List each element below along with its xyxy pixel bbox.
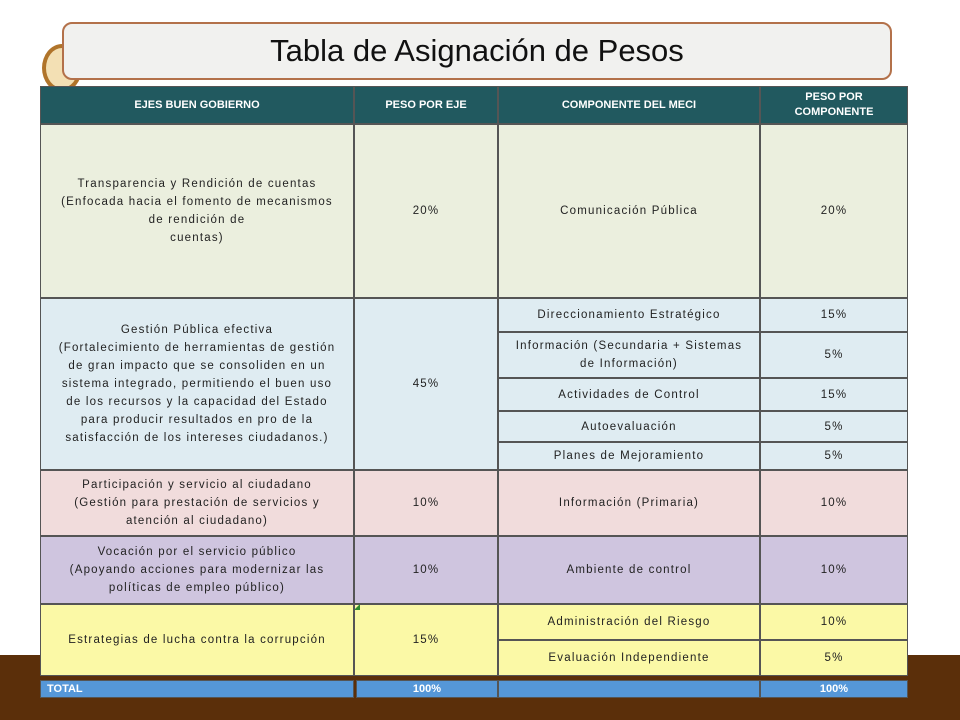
peso-actividades-control: 15% [760,378,908,411]
header-peso-eje: PESO POR EJE [354,86,498,124]
peso-administracion-riesgo: 10% [760,604,908,640]
componente-planes-mejoramiento: Planes de Mejoramiento [498,442,760,470]
peso-evaluacion-independiente: 5% [760,640,908,676]
componente-direccionamiento: Direccionamiento Estratégico [498,298,760,332]
header-componente: COMPONENTE DEL MECI [498,86,760,124]
header-ejes: EJES BUEN GOBIERNO [40,86,354,124]
componente-autoevaluacion: Autoevaluación [498,411,760,442]
peso-planes-mejoramiento: 5% [760,442,908,470]
title-text: Tabla de Asignación de Pesos [270,33,684,68]
peso-eje-gestion-publica: 45% [354,298,498,470]
componente-comunicacion-publica: Comunicación Pública [498,124,760,298]
total-peso-componente: 100% [760,680,908,698]
eje-gestion-publica: Gestión Pública efectiva (Fortalecimiento de herramientas de gestión de gran impacto que se consoliden en un sistema integrado, permitiendo el buen uso de los recursos y la capacidad del Estado para producir resultados en pro de la satisfacción de los intereses ciudadanos.) [40,298,354,470]
total-peso-eje: 100% [356,680,498,698]
peso-eje-vocacion: 10% [354,536,498,604]
slide-title [62,22,892,80]
eje-participacion: Participación y servicio al ciudadano (Gestión para prestación de servicios y atención al ciudadano) [40,470,354,536]
eje-anticorrupcion: Estrategias de lucha contra la corrupción [40,604,354,676]
peso-eje-anticorrupcion: 15% [354,604,498,676]
peso-eje-transparencia: 20% [354,124,498,298]
peso-ambiente-control: 10% [760,536,908,604]
total-label: TOTAL [40,680,354,698]
componente-informacion-secundaria: Información (Secundaria + Sistemas de Información) [498,332,760,378]
peso-informacion-secundaria: 5% [760,332,908,378]
weights-table [40,86,908,700]
peso-informacion-primaria: 10% [760,470,908,536]
peso-comunicacion-publica: 20% [760,124,908,298]
peso-eje-participacion: 10% [354,470,498,536]
eje-transparencia: Transparencia y Rendición de cuentas (Enfocada hacia el fomento de mecanismos de rendición de cuentas) [40,124,354,298]
total-componente-empty [498,680,760,698]
componente-evaluacion-independiente: Evaluación Independiente [498,640,760,676]
peso-autoevaluacion: 5% [760,411,908,442]
componente-informacion-primaria: Información (Primaria) [498,470,760,536]
componente-actividades-control: Actividades de Control [498,378,760,411]
peso-direccionamiento: 15% [760,298,908,332]
componente-ambiente-control: Ambiente de control [498,536,760,604]
componente-administracion-riesgo: Administración del Riesgo [498,604,760,640]
header-peso-componente: PESO POR COMPONENTE [760,86,908,124]
eje-vocacion: Vocación por el servicio público (Apoyando acciones para modernizar las políticas de empleo público) [40,536,354,604]
